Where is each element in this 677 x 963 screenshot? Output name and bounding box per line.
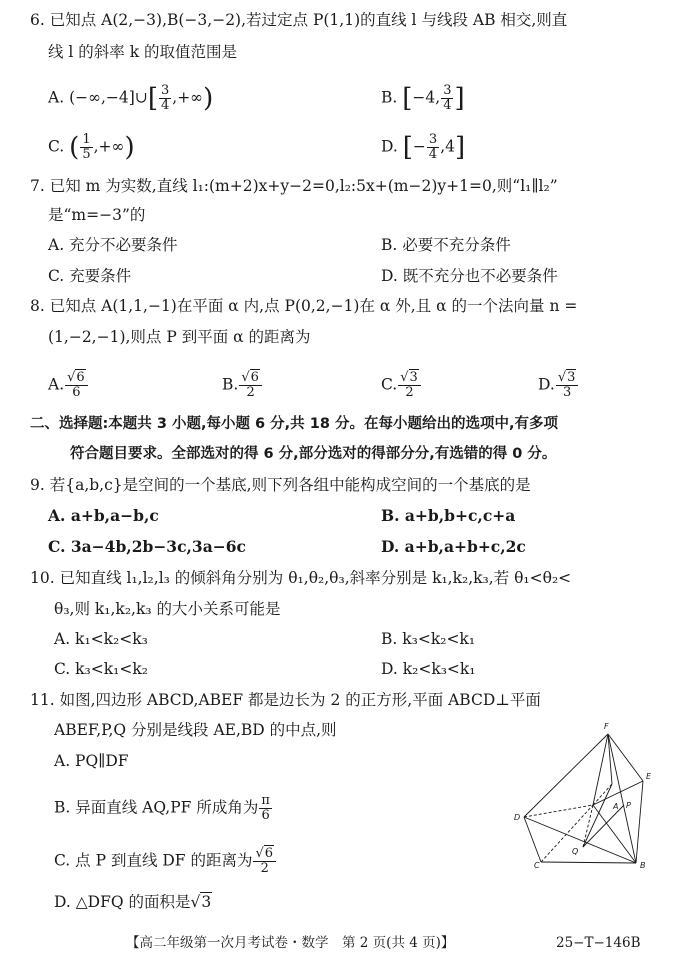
q11-c-fraction: $\frac{√6}{2}$ bbox=[253, 847, 276, 876]
section2-heading-line2: 符合题目要求。全部选对的得 6 分,部分选对的得部分分,有选错的得 0 分。 bbox=[70, 446, 557, 462]
footer-code: 25−T−146B bbox=[556, 935, 641, 951]
q6-d-fraction: $\frac{3}{4}$ bbox=[428, 132, 438, 162]
q6-stem-line2: 线 l 的斜率 k 的取值范围是 bbox=[48, 43, 238, 61]
q7-option-d: D. 既不充分也不必要条件 bbox=[381, 267, 558, 285]
q11-stem-line2: ABEF,P,Q 分别是线段 AE,BD 的中点,则 bbox=[54, 721, 337, 739]
fig-label-q: Q bbox=[572, 847, 579, 856]
q8-d-fraction: $\frac{√3}{3}$ bbox=[556, 371, 579, 400]
q10-option-d: D. k₂<k₃<k₁ bbox=[381, 660, 476, 678]
q11-option-b: B. 异面直线 AQ,PF 所成角为 $\frac{\pi}{6}$ bbox=[54, 793, 270, 823]
fig-label-a: A bbox=[613, 802, 619, 811]
q6-option-d: D. [− $\frac{3}{4}$ ,4] bbox=[381, 132, 466, 163]
footer-title: 【高二年级第一次月考试卷・数学 第 2 页(共 4 页)】 bbox=[126, 935, 455, 951]
q6-stem-line1: 6. 已知点 A(2,−3),B(−3,−2),若过定点 P(1,1)的直线 l 与线段 AB 相交,则直 bbox=[30, 11, 568, 29]
q8-option-c: C. $\frac{√3}{2}$ bbox=[381, 371, 422, 400]
q8-option-b: B. $\frac{√6}{2}$ bbox=[222, 371, 263, 400]
q8-option-a: A. $\frac{√6}{6}$ bbox=[48, 371, 89, 400]
q6-a-fraction: $\frac{3}{4}$ bbox=[160, 83, 170, 113]
q10-option-b: B. k₃<k₂<k₁ bbox=[381, 630, 476, 648]
q10-option-c: C. k₃<k₁<k₂ bbox=[54, 660, 148, 678]
q11-option-a: A. PQ∥DF bbox=[54, 752, 129, 770]
fig-label-b: B bbox=[640, 861, 646, 870]
q7-option-b: B. 必要不充分条件 bbox=[381, 236, 511, 254]
q6-option-b: B. [−4, $\frac{3}{4}$ ] bbox=[381, 83, 465, 114]
q11-option-d: D. △DFQ 的面积是√3 bbox=[54, 893, 212, 911]
q10-stem-line2: θ₃,则 k₁,k₂,k₃ 的大小关系可能是 bbox=[54, 600, 281, 618]
q8-b-fraction: $\frac{√6}{2}$ bbox=[239, 371, 262, 400]
q7-stem-line2: 是“m=−3”的 bbox=[48, 206, 146, 224]
fig-label-p: P bbox=[626, 801, 631, 810]
q10-option-a: A. k₁<k₂<k₃ bbox=[54, 630, 148, 648]
q8-option-d: D. $\frac{√3}{3}$ bbox=[538, 371, 579, 400]
q9-option-c: C. 3a−4b,2b−3c,3a−6c bbox=[48, 537, 246, 556]
q8-a-fraction: $\frac{√6}{6}$ bbox=[65, 371, 88, 400]
q8-stem-line1: 8. 已知点 A(1,1,−1)在平面 α 内,点 P(0,2,−1)在 α 外,且 α 的一个法向量 n = bbox=[30, 297, 578, 315]
section2-heading-line1: 二、选择题:本题共 3 小题,每小题 6 分,共 18 分。在每小题给出的选项中,有多项 bbox=[30, 416, 558, 432]
q9-stem: 9. 若{a,b,c}是空间的一个基底,则下列各组中能构成空间的一个基底的是 bbox=[30, 476, 531, 494]
fig-label-e: E bbox=[646, 772, 652, 781]
q6-c-fraction: $\frac{1}{5}$ bbox=[82, 132, 91, 162]
q9-option-a: A. a+b,a−b,c bbox=[48, 506, 159, 525]
q11-option-c: C. 点 P 到直线 DF 的距离为 $\frac{√6}{2}$ bbox=[54, 847, 277, 876]
q7-option-a: A. 充分不必要条件 bbox=[48, 236, 178, 254]
q6-option-a: A. (−∞,−4]∪[ $\frac{3}{4}$ ,+∞) bbox=[48, 83, 214, 114]
q7-stem-line1: 7. 已知 m 为实数,直线 l₁:(m+2)x+y−2=0,l₂:5x+(m−2)y+1=0,则“l₁∥l₂” bbox=[30, 177, 558, 195]
q11-geometry-figure bbox=[508, 716, 658, 870]
q6-option-c: C. ( $\frac{1}{5}$ ,+∞) bbox=[48, 132, 135, 163]
q9-option-b: B. a+b,b+c,c+a bbox=[381, 506, 516, 525]
q8-c-fraction: $\frac{√3}{2}$ bbox=[398, 371, 421, 400]
q10-stem-line1: 10. 已知直线 l₁,l₂,l₃ 的倾斜角分别为 θ₁,θ₂,θ₃,斜率分别是 k₁,k₂,k₃,若 θ₁<θ₂< bbox=[30, 569, 572, 587]
fig-label-f: F bbox=[604, 722, 609, 731]
q9-option-d: D. a+b,a+b+c,2c bbox=[381, 537, 526, 556]
q11-stem-line1: 11. 如图,四边形 ABCD,ABEF 都是边长为 2 的正方形,平面 ABCD⊥平面 bbox=[30, 691, 541, 709]
q8-stem-line2: (1,−2,−1),则点 P 到平面 α 的距离为 bbox=[48, 328, 311, 346]
q6-b-fraction: $\frac{3}{4}$ bbox=[443, 83, 452, 113]
q7-option-c: C. 充要条件 bbox=[48, 267, 132, 285]
fig-label-c: C bbox=[534, 861, 540, 870]
q11-b-fraction: $\frac{\pi}{6}$ bbox=[261, 793, 270, 823]
fig-label-d: D bbox=[514, 813, 521, 822]
